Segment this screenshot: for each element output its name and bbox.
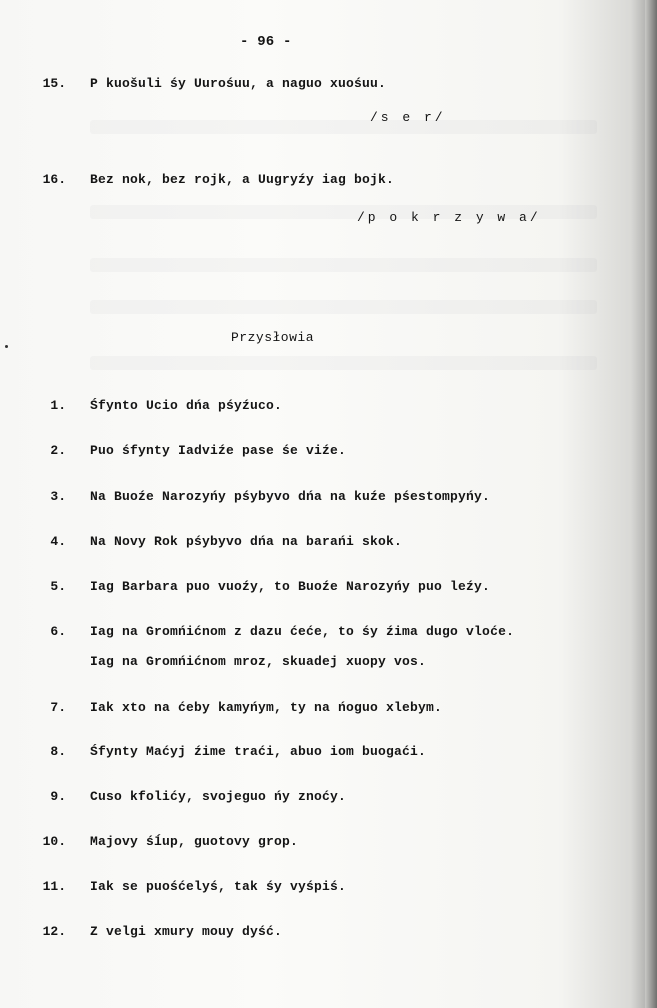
proverb-number: 3. [50, 489, 66, 504]
bleed-through [90, 300, 597, 314]
riddle-text: P kuošuli śy Uurośuu, a naguo xuośuu. [90, 76, 387, 91]
riddle-text: Bez nok, bez rojk, a Uugryźy iag bojk. [90, 172, 395, 187]
proverb-number: 10. [42, 834, 66, 849]
proverb-text: Puo śfynty Iadviźe pase śe viźe. [90, 443, 347, 458]
bleed-through [90, 120, 597, 134]
section-title: Przysłowia [231, 330, 315, 345]
proverb-text: Z velgi xmury mouy dyść. [90, 924, 283, 939]
proverb-number: 1. [50, 398, 66, 413]
proverb-number: 5. [50, 579, 66, 594]
proverb-text: Iag na Gromńićnom z dazu ćeće, to śy źima dugo vloće. [90, 624, 515, 639]
proverb-number: 6. [50, 624, 66, 639]
proverb-text: Iag Barbara puo vuoźy, to Buoźe Narozyńy puo leźy. [90, 579, 491, 594]
riddle-number: 16. [42, 172, 66, 187]
proverb-text: Cuso kfolićy, svojeguo ńy znoćy. [90, 789, 347, 804]
page-number: - 96 - [240, 34, 292, 50]
proverb-text-continued: Iag na Gromńićnom mroz, skuadej xuopy vos. [90, 654, 427, 669]
proverb-number: 12. [42, 924, 66, 939]
proverb-number: 11. [42, 879, 66, 894]
proverb-number: 7. [50, 700, 66, 715]
bleed-through [90, 356, 597, 370]
riddle-answer: /p o k r z y w a/ [357, 210, 541, 225]
riddle-answer: /s e r/ [370, 110, 446, 125]
proverb-number: 8. [50, 744, 66, 759]
proverb-text: Iak xto na ćeby kamyńym, ty na ńoguo xlebym. [90, 700, 443, 715]
proverb-number: 4. [50, 534, 66, 549]
proverb-text: Na Novy Rok pśybyvo dńa na barańi skok. [90, 534, 403, 549]
proverb-text: Iak se puośćelyś, tak śy vyśpiś. [90, 879, 347, 894]
proverb-text: Majovy śĺup, guotovy grop. [90, 834, 299, 849]
proverb-number: 2. [50, 443, 66, 458]
riddle-number: 15. [42, 76, 66, 91]
proverb-text: Na Buoźe Narozyńy pśybyvo dńa na kuźe pśestompyńy. [90, 489, 491, 504]
speck [5, 345, 8, 348]
proverb-text: Śfynty Maćyj źime traći, abuo iom buogaći. [90, 744, 427, 759]
page-edge-shadow [645, 0, 657, 1008]
proverb-number: 9. [50, 789, 66, 804]
bleed-through [90, 258, 597, 272]
proverb-text: Śfynto Ucio dńa pśyźuco. [90, 398, 283, 413]
